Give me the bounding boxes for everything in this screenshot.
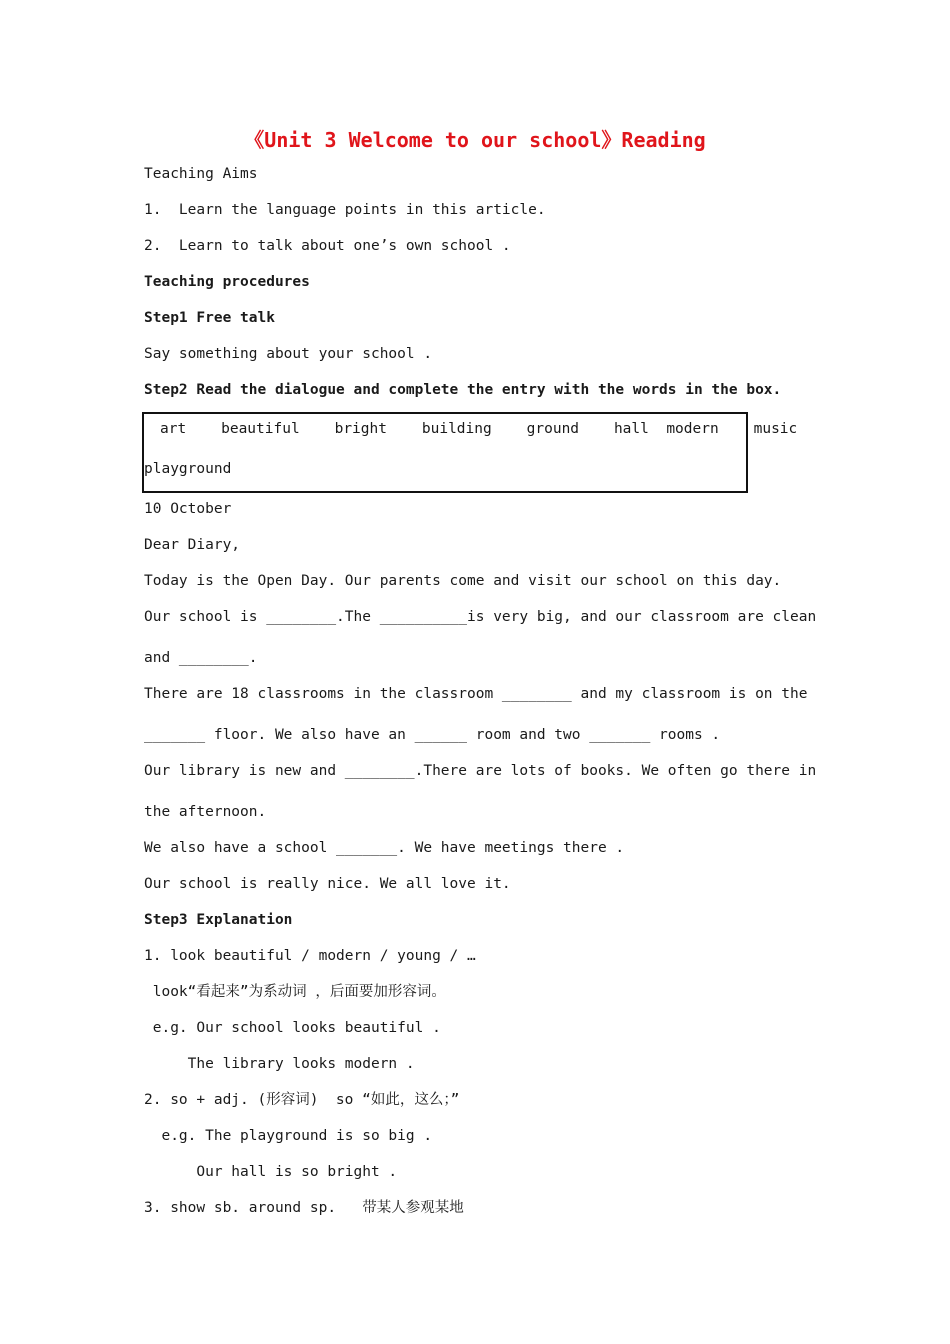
diary-line-2: Our school is ________.The __________is very big, and our classroom are clean	[144, 609, 817, 625]
word-box-row-1: art beautiful bright building ground hall modern music	[160, 421, 798, 437]
explanation-line-3: e.g. Our school looks beautiful .	[144, 1020, 441, 1036]
diary-line-3: and ________.	[144, 650, 258, 666]
explanation-line-4: The library looks modern .	[144, 1056, 415, 1072]
word-box-row-2: playground	[144, 461, 232, 477]
step2-heading: Step2 Read the dialogue and complete the entry with the words in the box.	[144, 382, 782, 398]
explanation-line-7: Our hall is so bright .	[144, 1164, 398, 1180]
explanation-line-2: look“看起来”为系动词 ，后面要加形容词。	[144, 984, 446, 1000]
diary-line-6: Our library is new and ________.There are lots of books. We often go there in	[144, 763, 817, 779]
diary-line-9: Our school is really nice. We all love it.	[144, 876, 511, 892]
step1-heading: Step1 Free talk	[144, 310, 275, 326]
step1-text: Say something about your school .	[144, 346, 433, 362]
diary-greeting: Dear Diary,	[144, 537, 241, 553]
diary-date: 10 October	[144, 501, 232, 517]
diary-line-7: the afternoon.	[144, 804, 267, 820]
explanation-line-5: 2. so + adj. (形容词) so “如此，这么；”	[144, 1092, 460, 1108]
aim-item-2: 2. Learn to talk about one’s own school .	[144, 238, 511, 254]
diary-line-4: There are 18 classrooms in the classroom ________ and my classroom is on the	[144, 686, 808, 702]
diary-line-8: We also have a school _______. We have meetings there .	[144, 840, 625, 856]
teaching-aims-heading: Teaching Aims	[144, 166, 258, 182]
aim-item-1: 1. Learn the language points in this article.	[144, 202, 546, 218]
word-box	[142, 412, 798, 493]
explanation-line-1: 1. look beautiful / modern / young / …	[144, 948, 476, 964]
diary-line-1: Today is the Open Day. Our parents come and visit our school on this day.	[144, 573, 782, 589]
explanation-line-6: e.g. The playground is so big .	[144, 1128, 433, 1144]
step3-heading: Step3 Explanation	[144, 912, 293, 928]
explanation-line-8: 3. show sb. around sp. 带某人参观某地	[144, 1200, 464, 1216]
document-title: 《Unit 3 Welcome to our school》Reading	[244, 128, 706, 152]
diary-line-5: _______ floor. We also have an ______ room and two _______ rooms .	[144, 727, 721, 743]
procedures-heading: Teaching procedures	[144, 274, 310, 290]
